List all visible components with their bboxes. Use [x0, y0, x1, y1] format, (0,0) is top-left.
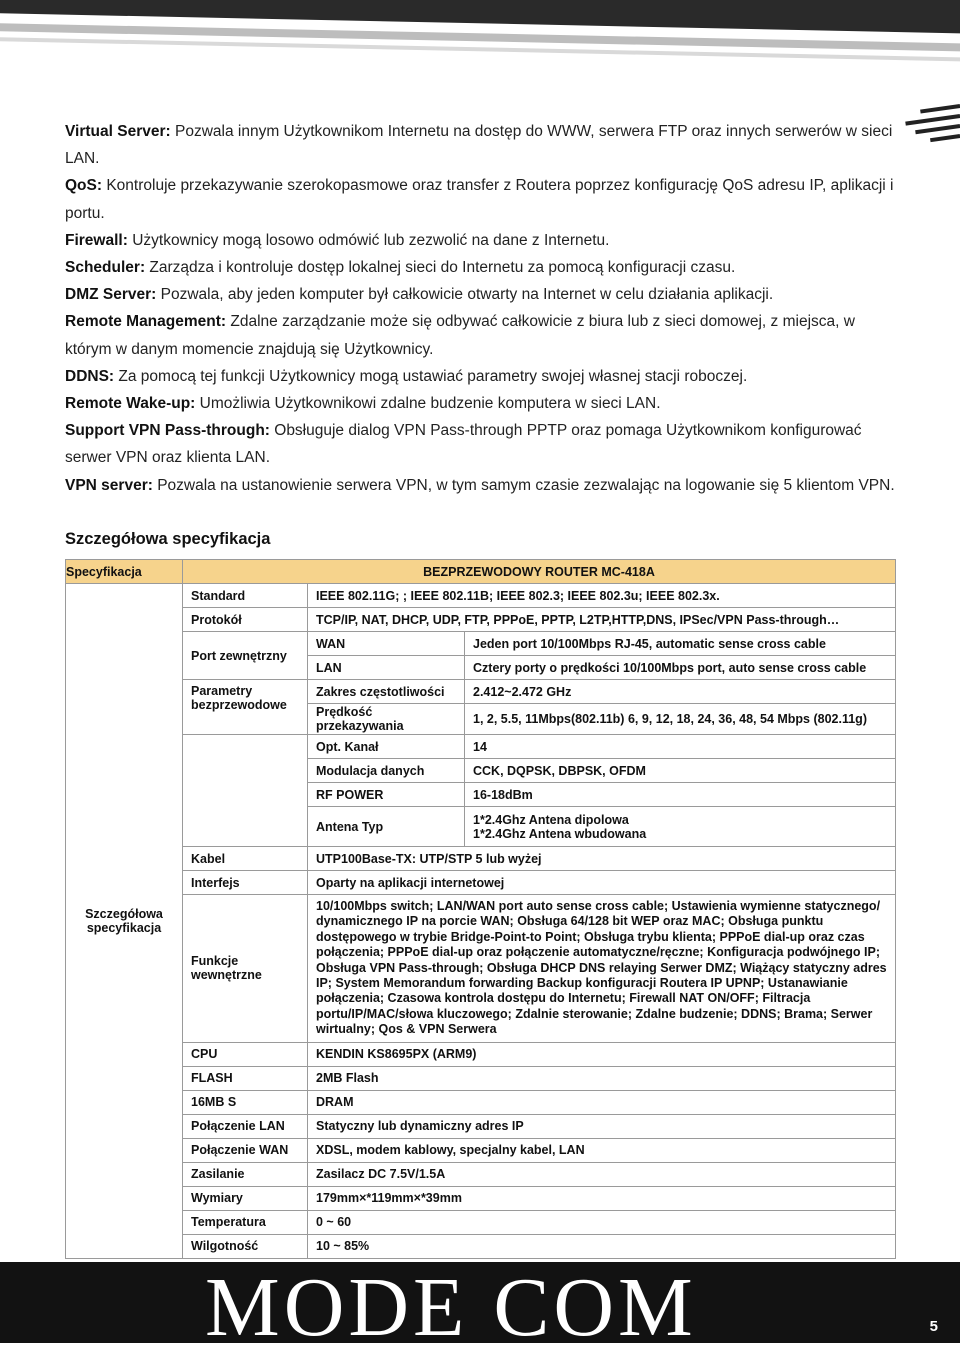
spec-table [65, 559, 896, 1259]
sub-label: RF POWER [308, 783, 465, 807]
category-cell: Szczegółowa specyfikacja [66, 584, 183, 1259]
feature-item: Support VPN Pass-through: Obsługuje dialog VPN Pass-through PPTP oraz pomaga Użytkownikom konfigurować serwer VPN oraz klienta LAN. [65, 422, 862, 467]
row-value: IEEE 802.11G; ; IEEE 802.11B; IEEE 802.3; IEEE 802.3u; IEEE 802.3x. [308, 584, 896, 608]
row-value: 16-18dBm [465, 783, 896, 807]
table-row: CPU KENDIN KS8695PX (ARM9) [66, 1042, 896, 1066]
table-row: Połączenie LAN Statyczny lub dynamiczny adres IP [66, 1114, 896, 1138]
row-value: UTP100Base-TX: UTP/STP 5 lub wyżej [308, 847, 896, 871]
row-value: CCK, DQPSK, DBPSK, OFDM [465, 759, 896, 783]
row-label: Interfejs [183, 871, 308, 895]
table-row [66, 735, 896, 759]
brand-logo: MODE COM [205, 1261, 697, 1354]
feature-item: QoS: Kontroluje przekazywanie szerokopasmowe oraz transfer z Routera poprzez konfigurację QoS adresu IP, aplikacji i portu. [65, 177, 894, 222]
table-header-right: BEZPRZEWODOWY ROUTER MC-418A [183, 560, 896, 584]
feature-item: Scheduler: Zarządza i kontroluje dostęp lokalnej sieci do Internetu za pomocą konfiguracji czasu. [65, 259, 736, 277]
row-value: Cztery porty o prędkości 10/100Mbps port, auto sense cross cable [465, 656, 896, 680]
feature-item: Remote Management: Zdalne zarządzanie może się odbywać całkowicie z biura lub z sieci domowej, z miejsca, w którym w danym momencie znajdują się Użytkownicy. [65, 313, 855, 358]
table-row: Temperatura 0 ~ 60 [66, 1210, 896, 1234]
table-row: 16MB S DRAM [66, 1090, 896, 1114]
table-row: Wymiary 179mm×*119mm×*39mm [66, 1186, 896, 1210]
row-label: Kabel [183, 847, 308, 871]
sub-label: Zakres częstotliwości [308, 680, 465, 704]
sub-label: Opt. Kanał [308, 735, 465, 759]
table-row: Wilgotność 10 ~ 85% [66, 1234, 896, 1258]
row-label: Port zewnętrzny [183, 632, 308, 680]
table-row [66, 608, 896, 632]
page-number: 5 [929, 1318, 938, 1335]
row-value: 1, 2, 5.5, 11Mbps(802.11b) 6, 9, 12, 18, 24, 36, 48, 54 Mbps (802.11g) [465, 704, 896, 735]
table-row: FLASH 2MB Flash [66, 1066, 896, 1090]
sub-label: LAN [308, 656, 465, 680]
row-value: 10/100Mbps switch; LAN/WAN port auto sense cross cable; Ustawienia wymienne statycznego/ dynamicznego IP na porcie WAN; Obsługa 64/128 bit WEP oraz MAC; Obsługa punktu dostępowego w trybie Bridge-Point-to Point; Obsługa trybu klienta; PPPoE dial-up oraz czas połączenia; PPPoE dial-up oraz połączenie automatyczne/ręczne; Konfiguracja podwójnego IP; Obsługa VPN Pass-through; Obsługa DHCP DNS relaying Serwer DMZ; Wiążący statyczny adres IP; System Memorandum forwarding Backup konfiguracji Routera IP UPNP; Ustanawianie połączenia; Czasowa kontrola dostępu do Internetu; Firewall NAT ON/OFF; Filtracja portu/IP/MAC/słowa kluczowego; Zdalnie sterowanie; Zdalne budzenie; DDNS; Brama; Serwer wirtualny; Qos & VPN Serwera [308, 895, 896, 1043]
table-row [66, 847, 896, 871]
row-value: 1*2.4Ghz Antena dipolowa 1*2.4Ghz Antena wbudowana [465, 807, 896, 847]
row-value: Jeden port 10/100Mbps RJ-45, automatic sense cross cable [465, 632, 896, 656]
feature-item: DDNS: Za pomocą tej funkcji Użytkownicy mogą ustawiać parametry swojej własnej stacji roboczej. [65, 367, 748, 385]
table-header-row [66, 560, 896, 584]
table-row [66, 584, 896, 608]
side-stripes-decoration [900, 100, 960, 160]
table-row [66, 632, 896, 656]
sub-label: Prędkość przekazywania [308, 704, 465, 735]
row-label: Standard [183, 584, 308, 608]
feature-item: VPN server: Pozwala na ustanowienie serwera VPN, w tym samym czasie zezwalając na logowanie się 5 klientom VPN. [65, 476, 895, 494]
feature-item: Remote Wake-up: Umożliwia Użytkownikowi zdalne budzenie komputera w sieci LAN. [65, 395, 661, 413]
row-value: Oparty na aplikacji internetowej [308, 871, 896, 895]
feature-item: Firewall: Użytkownicy mogą losowo odmówić lub zezwolić na dane z Internetu. [65, 231, 610, 249]
feature-item: Virtual Server: Pozwala innym Użytkownikom Internetu na dostęp do WWW, serwera FTP oraz innych serwerów w sieci LAN. [65, 123, 893, 168]
sub-label: Antena Typ [308, 807, 465, 847]
sub-label: Modulacja danych [308, 759, 465, 783]
spec-heading: Szczegółowa specyfikacja [65, 530, 271, 548]
row-value: 2.412~2.472 GHz [465, 680, 896, 704]
table-header-left: Specyfikacja [66, 560, 183, 584]
row-label: Funkcje wewnętrzne [183, 895, 308, 1043]
table-row: Połączenie WAN XDSL, modem kablowy, specjalny kabel, LAN [66, 1138, 896, 1162]
table-row [66, 680, 896, 704]
sub-label: WAN [308, 632, 465, 656]
feature-list [65, 118, 895, 499]
row-value: 14 [465, 735, 896, 759]
row-label: Protokół [183, 608, 308, 632]
row-label: Parametry bezprzewodowe [183, 680, 308, 735]
row-value: TCP/IP, NAT, DHCP, UDP, FTP, PPPoE, PPTP, L2TP,HTTP,DNS, IPSec/VPN Pass-through… [308, 608, 896, 632]
table-row [66, 895, 896, 1043]
table-row [66, 871, 896, 895]
table-row: Zasilanie Zasilacz DC 7.5V/1.5A [66, 1162, 896, 1186]
feature-item: DMZ Server: Pozwala, aby jeden komputer był całkowicie otwarty na Internet w celu działania aplikacji. [65, 286, 774, 304]
header-decoration [0, 0, 960, 110]
